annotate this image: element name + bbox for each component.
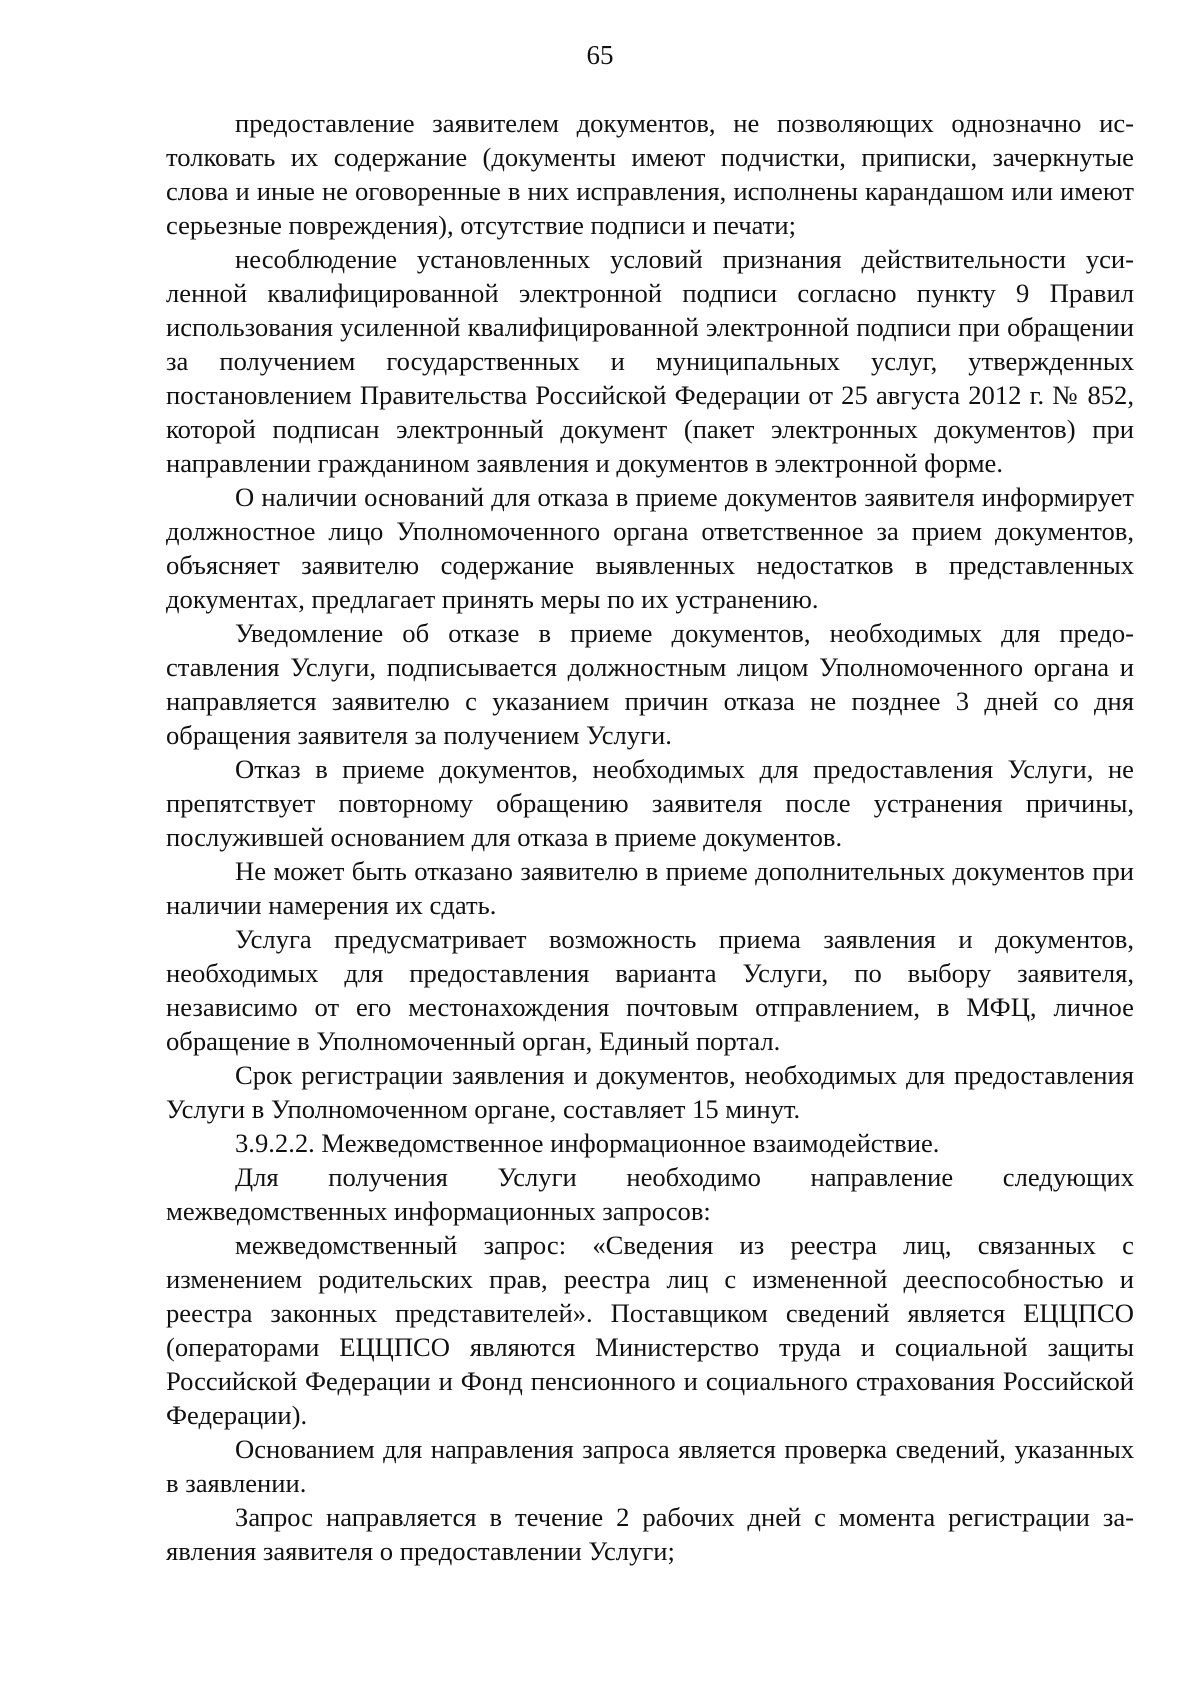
paragraph-8: Срок регистрации заявления и документов, необходимых для предоставления Услуги в Уполномоченном органе, составляет 15 минут.	[166, 1060, 1134, 1124]
page-body	[166, 106, 1134, 1568]
paragraph-5: Отказ в приеме документов, необходимых для предоставления Услуги, не препятствует повторному обращению заявителя после устранения причины, послужившей основанием для отказа в приеме документов.	[166, 754, 1134, 852]
paragraph-6: Не может быть отказано заявителю в приеме дополнительных документов при наличии намерения их сдать.	[166, 856, 1134, 920]
paragraph-12: Запрос направляется в течение 2 рабочих дней с момента регистрации заявления заявителя о предоставлении Услуги;	[166, 1502, 1134, 1566]
paragraph-7: Услуга предусматривает возможность приема заявления и документов, необходимых для предоставления варианта Услуги, по выбору заявителя, независимо от его местонахождения почтовым отправлением, в МФЦ, личное обращение в Уполномоченный орган, Единый портал.	[166, 924, 1134, 1056]
paragraph-4: Уведомление об отказе в приеме документов, необходимых для предоставления Услуги, подписывается должностным лицом Уполномоченного органа и направляется заявителю с указанием причин отказа не позднее 3 дней со дня обращения заявителя за получением Услуги.	[166, 618, 1134, 750]
paragraph-1: предоставление заявителем документов, не позволяющих однозначно истолковать их содержание (документы имеют подчистки, приписки, зачеркнутые слова и иные не оговоренные в них исправления, исполнены карандашом или имеют серьезные повреждения), отсутствие подписи и печати;	[166, 108, 1134, 240]
paragraph-9: Для получения Услуги необходимо направление следующих межведомственных информационных запросов:	[166, 1162, 1134, 1226]
section-heading: 3.9.2.2. Межведомственное информационное взаимодействие.	[235, 1128, 940, 1158]
page-number: 65	[586, 40, 614, 70]
paragraph-11: Основанием для направления запроса является проверка сведений, указанных в заявлении.	[166, 1434, 1134, 1498]
paragraph-2: несоблюдение установленных условий признания действительности усиленной квалифицированной электронной подписи согласно пункту 9 Правил использования усиленной квалифицированной электронной подписи при обращении за получением государственных и муниципальных услуг, утвержденных постановлением Правительства Российской Федерации от 25 августа 2012 г. № 852, которой подписан электронный документ (пакет электронных документов) при направлении гражданином заявления и документов в электронной форме.	[166, 244, 1134, 478]
paragraph-3: О наличии оснований для отказа в приеме документов заявителя информирует должностное лицо Уполномоченного органа ответственное за прием документов, объясняет заявителю содержание выявленных недостатков в представленных документах, предлагает принять меры по их устранению.	[166, 482, 1134, 614]
paragraph-10: межведомственный запрос: «Сведения из реестра лиц, связанных с изменением родительских прав, реестра лиц с измененной дееспособностью и реестра законных представителей». Поставщиком сведений является ЕЦЦПСО (операторами ЕЦЦПСО являются Министерство труда и социальной защиты Российской Федерации и Фонд пенсионного и социального страхования Российской Федерации).	[166, 1230, 1134, 1430]
